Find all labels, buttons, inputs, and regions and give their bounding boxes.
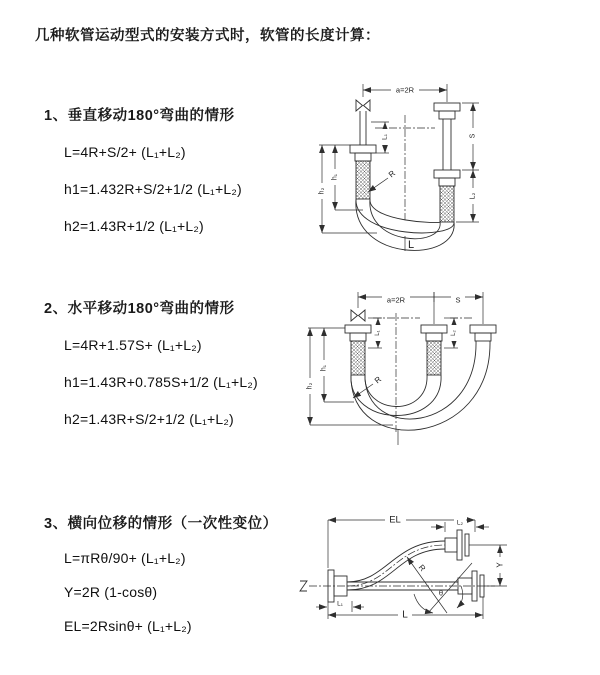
d2-dimension-lines xyxy=(308,292,483,445)
diagram-horizontal-180-bend xyxy=(298,280,593,455)
d3-break-mark xyxy=(300,581,307,591)
d1-dimension-lines xyxy=(319,84,479,251)
formula-line: h2=1.43R+1/2 (L₁+L₂) xyxy=(64,217,204,234)
section-1-heading: 1、垂直移动180°弯曲的情形 xyxy=(44,108,235,124)
d3-dim-l1-label: L₁ xyxy=(337,600,343,608)
d3-angle-theta-label: θ xyxy=(438,588,444,598)
d2-flanges xyxy=(345,325,496,341)
d2-radius-label: R xyxy=(372,374,384,386)
formula-line: L=4R+S/2+ (L₁+L₂) xyxy=(64,143,186,160)
d3-centerlines xyxy=(309,545,495,586)
formula-line: h2=1.43R+S/2+1/2 (L₁+L₂) xyxy=(64,410,234,427)
d2-dim-h1-label: h₁ xyxy=(320,364,328,372)
section-2-formulas xyxy=(44,326,258,437)
d3-dim-l-label: L xyxy=(402,609,408,621)
d3-radius-label: R xyxy=(416,562,428,574)
d2-valve-icon xyxy=(351,310,365,321)
d1-dim-h1-label: h₁ xyxy=(331,173,339,181)
d3-flanges xyxy=(328,530,484,602)
d3-dimension-lines xyxy=(316,520,507,619)
section-2-heading: 2、水平移动180°弯曲的情形 xyxy=(44,301,235,317)
section-3-heading: 3、横向位移的情形（一次性变位） xyxy=(44,516,278,532)
d1-dim-s-label: S xyxy=(469,133,477,139)
formula-line: h1=1.43R+0.785S+1/2 (L₁+L₂) xyxy=(64,373,258,390)
section-1-formulas xyxy=(44,133,242,244)
d3-dim-l2-label: L₂ xyxy=(456,519,464,527)
formula-line: L=4R+1.57S+ (L₁+L₂) xyxy=(64,336,202,353)
formula-line: h1=1.432R+S/2+1/2 (L₁+L₂) xyxy=(64,180,242,197)
d2-dim-a2r-label: a=2R xyxy=(386,295,406,305)
d1-dim-a2r-label: a=2R xyxy=(395,85,415,95)
section-2 xyxy=(44,297,258,437)
d3-angle-construction xyxy=(407,557,472,613)
d2-dim-s-label: S xyxy=(455,295,461,305)
d3-hose-lines xyxy=(347,541,458,590)
section-3 xyxy=(44,512,278,643)
formula-line: L=πRθ/90+ (L₁+L₂) xyxy=(64,550,186,566)
d1-dim-l2-label: L₂ xyxy=(469,192,477,200)
formula-line: EL=2Rsinθ+ (L₁+L₂) xyxy=(64,618,192,634)
section-1 xyxy=(44,104,242,244)
d2-dim-l1-label: L₁ xyxy=(375,330,381,336)
diagram-lateral-displacement xyxy=(295,500,600,655)
d3-dim-el-label: EL xyxy=(389,514,401,526)
d1-dim-h2-label: h₂ xyxy=(318,187,326,195)
d2-dim-l2-label: L₂ xyxy=(451,330,457,336)
document-title: 几种软管运动型式的安装方式时，软管的长度计算： xyxy=(35,28,380,44)
d3-labels xyxy=(337,514,504,621)
d1-radius-label: R xyxy=(386,168,398,180)
section-3-formulas xyxy=(44,541,278,643)
d1-valve-icon xyxy=(356,100,370,145)
formula-line: Y=2R (1-cosθ) xyxy=(64,584,158,600)
d2-dim-h2-label: h₂ xyxy=(306,382,314,390)
d1-length-label: L xyxy=(408,239,415,251)
diagram-vertical-180-bend xyxy=(305,70,595,260)
d3-dim-y-label: Y xyxy=(495,562,505,568)
d1-dim-l1-label: L₁ xyxy=(381,134,389,140)
d2-hose-arcs xyxy=(351,341,490,430)
